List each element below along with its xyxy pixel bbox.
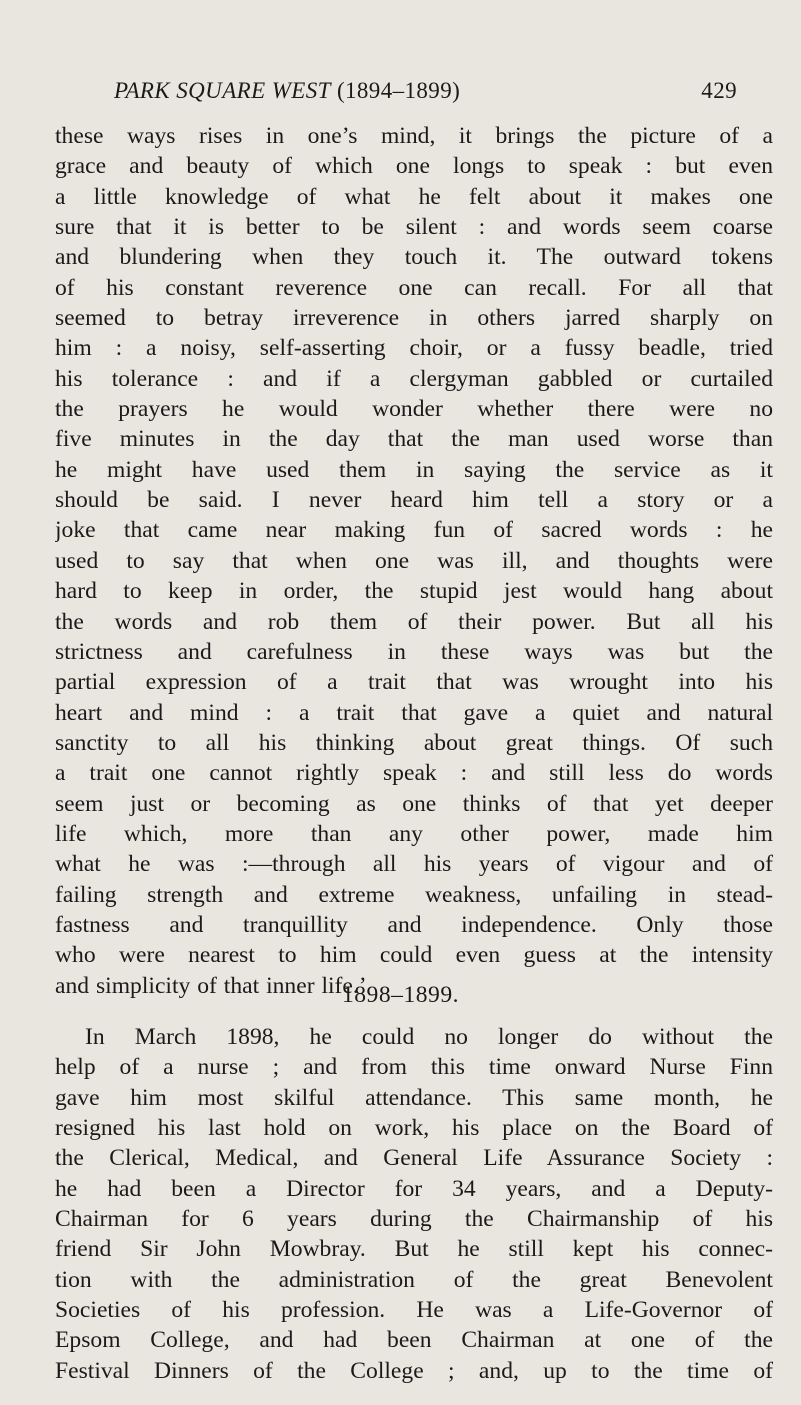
text-line: seem just or becoming as one thinks of that yet deeper [55, 790, 773, 817]
text-line: the words and rob them of their power. But all his [55, 608, 773, 635]
text-line: Chairman for 6 years during the Chairmanship of his [55, 1206, 773, 1233]
running-head-title-text: PARK SQUARE WEST [114, 78, 331, 103]
text-line: who were nearest to him could even guess at the intensity [55, 942, 773, 969]
text-line: Festival Dinners of the College ; and, up to the time of [55, 1357, 773, 1384]
running-head-title [114, 78, 460, 104]
text-line: the Clerical, Medical, and General Life Assurance Society : [55, 1145, 773, 1172]
paragraph-1898-1899 [55, 1022, 773, 1386]
text-line: friend Sir John Mowbray. But he still kept his connec- [55, 1236, 773, 1263]
section-heading: 1898–1899. [341, 982, 460, 1008]
paragraph-continued [55, 121, 773, 1001]
page-number: 429 [701, 78, 737, 103]
text-line: and simplicity of that inner life.’ [55, 972, 367, 999]
text-line: and blundering when they touch it. The outward tokens [55, 244, 773, 271]
text-line: heart and mind : a trait that gave a quiet and natural [55, 699, 773, 726]
text-line: five minutes in the day that the man used worse than [55, 426, 773, 453]
text-line: his tolerance : and if a clergyman gabbled or curtailed [55, 365, 773, 392]
text-line: Societies of his profession. He was a Life-Governor of [55, 1297, 773, 1324]
running-head-years: (1894–1899) [336, 78, 461, 103]
text-line: gave him most skilful attendance. This same month, he [55, 1084, 773, 1111]
text-line: grace and beauty of which one longs to speak : but even [55, 153, 773, 180]
text-line: seemed to betray irreverence in others jarred sharply on [55, 305, 773, 332]
text-line: hard to keep in order, the stupid jest would hang about [55, 578, 773, 605]
text-line: resigned his last hold on work, his place on the Board of [55, 1115, 773, 1142]
text-line: of his constant reverence one can recall. For all that [55, 274, 773, 301]
text-line: him : a noisy, self-asserting choir, or a fussy beadle, tried [55, 335, 773, 362]
text-line: strictness and carefulness in these ways was but the [55, 638, 773, 665]
text-line: these ways rises in one’s mind, it brings the picture of a [55, 123, 773, 149]
text-line: fastness and tranquillity and independence. Only those [55, 911, 773, 938]
running-head [114, 78, 745, 112]
text-line: help of a nurse ; and from this time onward Nurse Finn [55, 1054, 773, 1081]
text-line: In March 1898, he could no longer do without the [85, 1024, 773, 1050]
text-line: what he was :—through all his years of vigour and of [55, 851, 773, 878]
text-line: the prayers he would wonder whether there were no [55, 396, 773, 423]
text-line: partial expression of a trait that was wrought into his [55, 669, 773, 696]
text-line: joke that came near making fun of sacred words : he [55, 517, 773, 544]
text-line: a trait one cannot rightly speak : and still less do words [55, 760, 773, 787]
text-line: he might have used them in saying the service as it [55, 456, 773, 483]
text-line: should be said. I never heard him tell a story or a [55, 487, 773, 514]
text-line: a little knowledge of what he felt about it makes one [55, 183, 773, 210]
text-line: tion with the administration of the great Benevolent [55, 1266, 773, 1293]
text-line: life which, more than any other power, made him [55, 820, 773, 847]
text-line: sure that it is better to be silent : and words seem coarse [55, 214, 773, 241]
text-line: he had been a Director for 34 years, and a Deputy- [55, 1175, 773, 1202]
text-line: used to say that when one was ill, and thoughts were [55, 547, 773, 574]
text-line: failing strength and extreme weakness, unfailing in stead- [55, 881, 773, 908]
text-line: sanctity to all his thinking about great things. Of such [55, 729, 773, 756]
text-line: Epsom College, and had been Chairman at one of the [55, 1327, 773, 1354]
